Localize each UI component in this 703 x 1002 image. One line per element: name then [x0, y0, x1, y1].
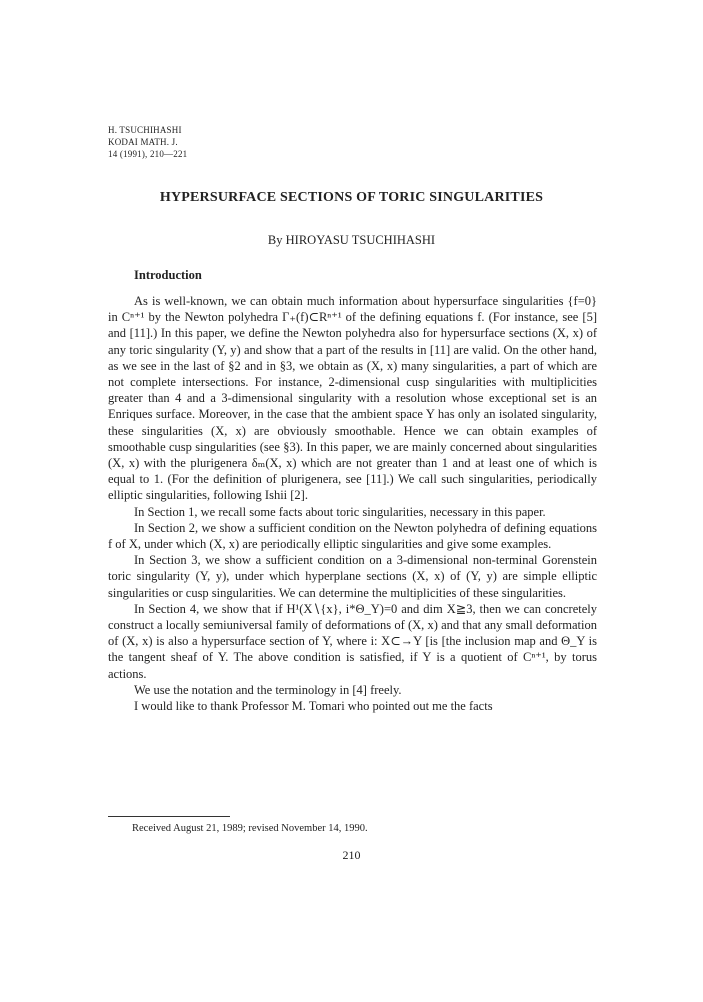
paragraph: In Section 4, we show that if H¹(X∖{x}, i*Θ_Y)=0 and dim X≧3, then we can concretely construct a locally semiuniversal family of deformations of (X, x) and that any small deformation of (X, x) is also a hypersurface section of Y, where i: X⊂→Y [is [the inclusion map and Θ_Y is the tangent sheaf of Y. The above condition is satisfied, if Y is a quotient of Cⁿ⁺¹, by torus actions.	[108, 601, 597, 681]
paragraph: In Section 1, we recall some facts about toric singularities, necessary in this paper.	[134, 504, 546, 519]
header-volume: 14 (1991), 210—221	[108, 149, 188, 159]
paragraph: We use the notation and the terminology in [4] freely.	[134, 682, 402, 697]
header-author: H. TSUCHIHASHI	[108, 125, 182, 135]
paragraph: I would like to thank Professor M. Tomari who pointed out me the facts	[134, 699, 493, 714]
paragraph: In Section 3, we show a sufficient condition on a 3-dimensional non-terminal Gorenstein toric singularity (Y, y), under which hyperplane sections (X, x) of (Y, y) are simple elliptic singularities or cusp singularities. We can determine the multiplicities of these singularities.	[108, 553, 597, 600]
paragraph: In Section 2, we show a sufficient condition on the Newton polyhedra of defining equations f of X, under which (X, x) are periodically elliptic singularities and give some examples.	[108, 520, 597, 552]
footnote-divider	[108, 816, 230, 817]
paragraph: As is well-known, we can obtain much information about hypersurface singularities {f=0} in Cⁿ⁺¹ by the Newton polyhedra Γ₊(f)⊂Rⁿ⁺¹ of the defining equations f. (For instance, see [5] and [11].) In this paper, we define the Newton polyhedra also for hypersurface sections (X, x) of any toric singularity (Y, y) and show that a part of the results in [11] are valid. On the other hand, as we see in the last of §2 and in §3, we obtain as (X, x) many singularities, a part of which are not complete intersections. For instance, 2-dimensional cusp singularities with multiplicities greater than 4 and a 3-dimensional singularity with a resolution whose exceptional set is an Enriques surface. Moreover, in the case that the ambient space Y has only an isolated singularity, these singularities (X, x) are obviously smoothable. Hence we can obtain examples of smoothable cusp singularities (see §3). In this paper, we are mainly concerned about singularities (X, x) with the plurigenera δₘ(X, x) which are not greater than 1 and at least one of which is equal to 1. (For the definition of plurigenera, see [11].) We call such singularities, periodically elliptic singularities, following Ishii [2].	[108, 294, 597, 503]
section-heading-introduction: Introduction	[134, 268, 202, 282]
footnote-received: Received August 21, 1989; revised November 14, 1990.	[132, 823, 368, 834]
header-journal: KODAI MATH. J.	[108, 137, 178, 147]
paper-title: HYPERSURFACE SECTIONS OF TORIC SINGULARITIES	[159, 190, 544, 205]
journal-header	[108, 124, 187, 160]
introduction-body	[108, 293, 597, 714]
paper-author: By HIROYASU TSUCHIHASHI	[267, 233, 436, 247]
page-number: 210	[342, 848, 361, 862]
